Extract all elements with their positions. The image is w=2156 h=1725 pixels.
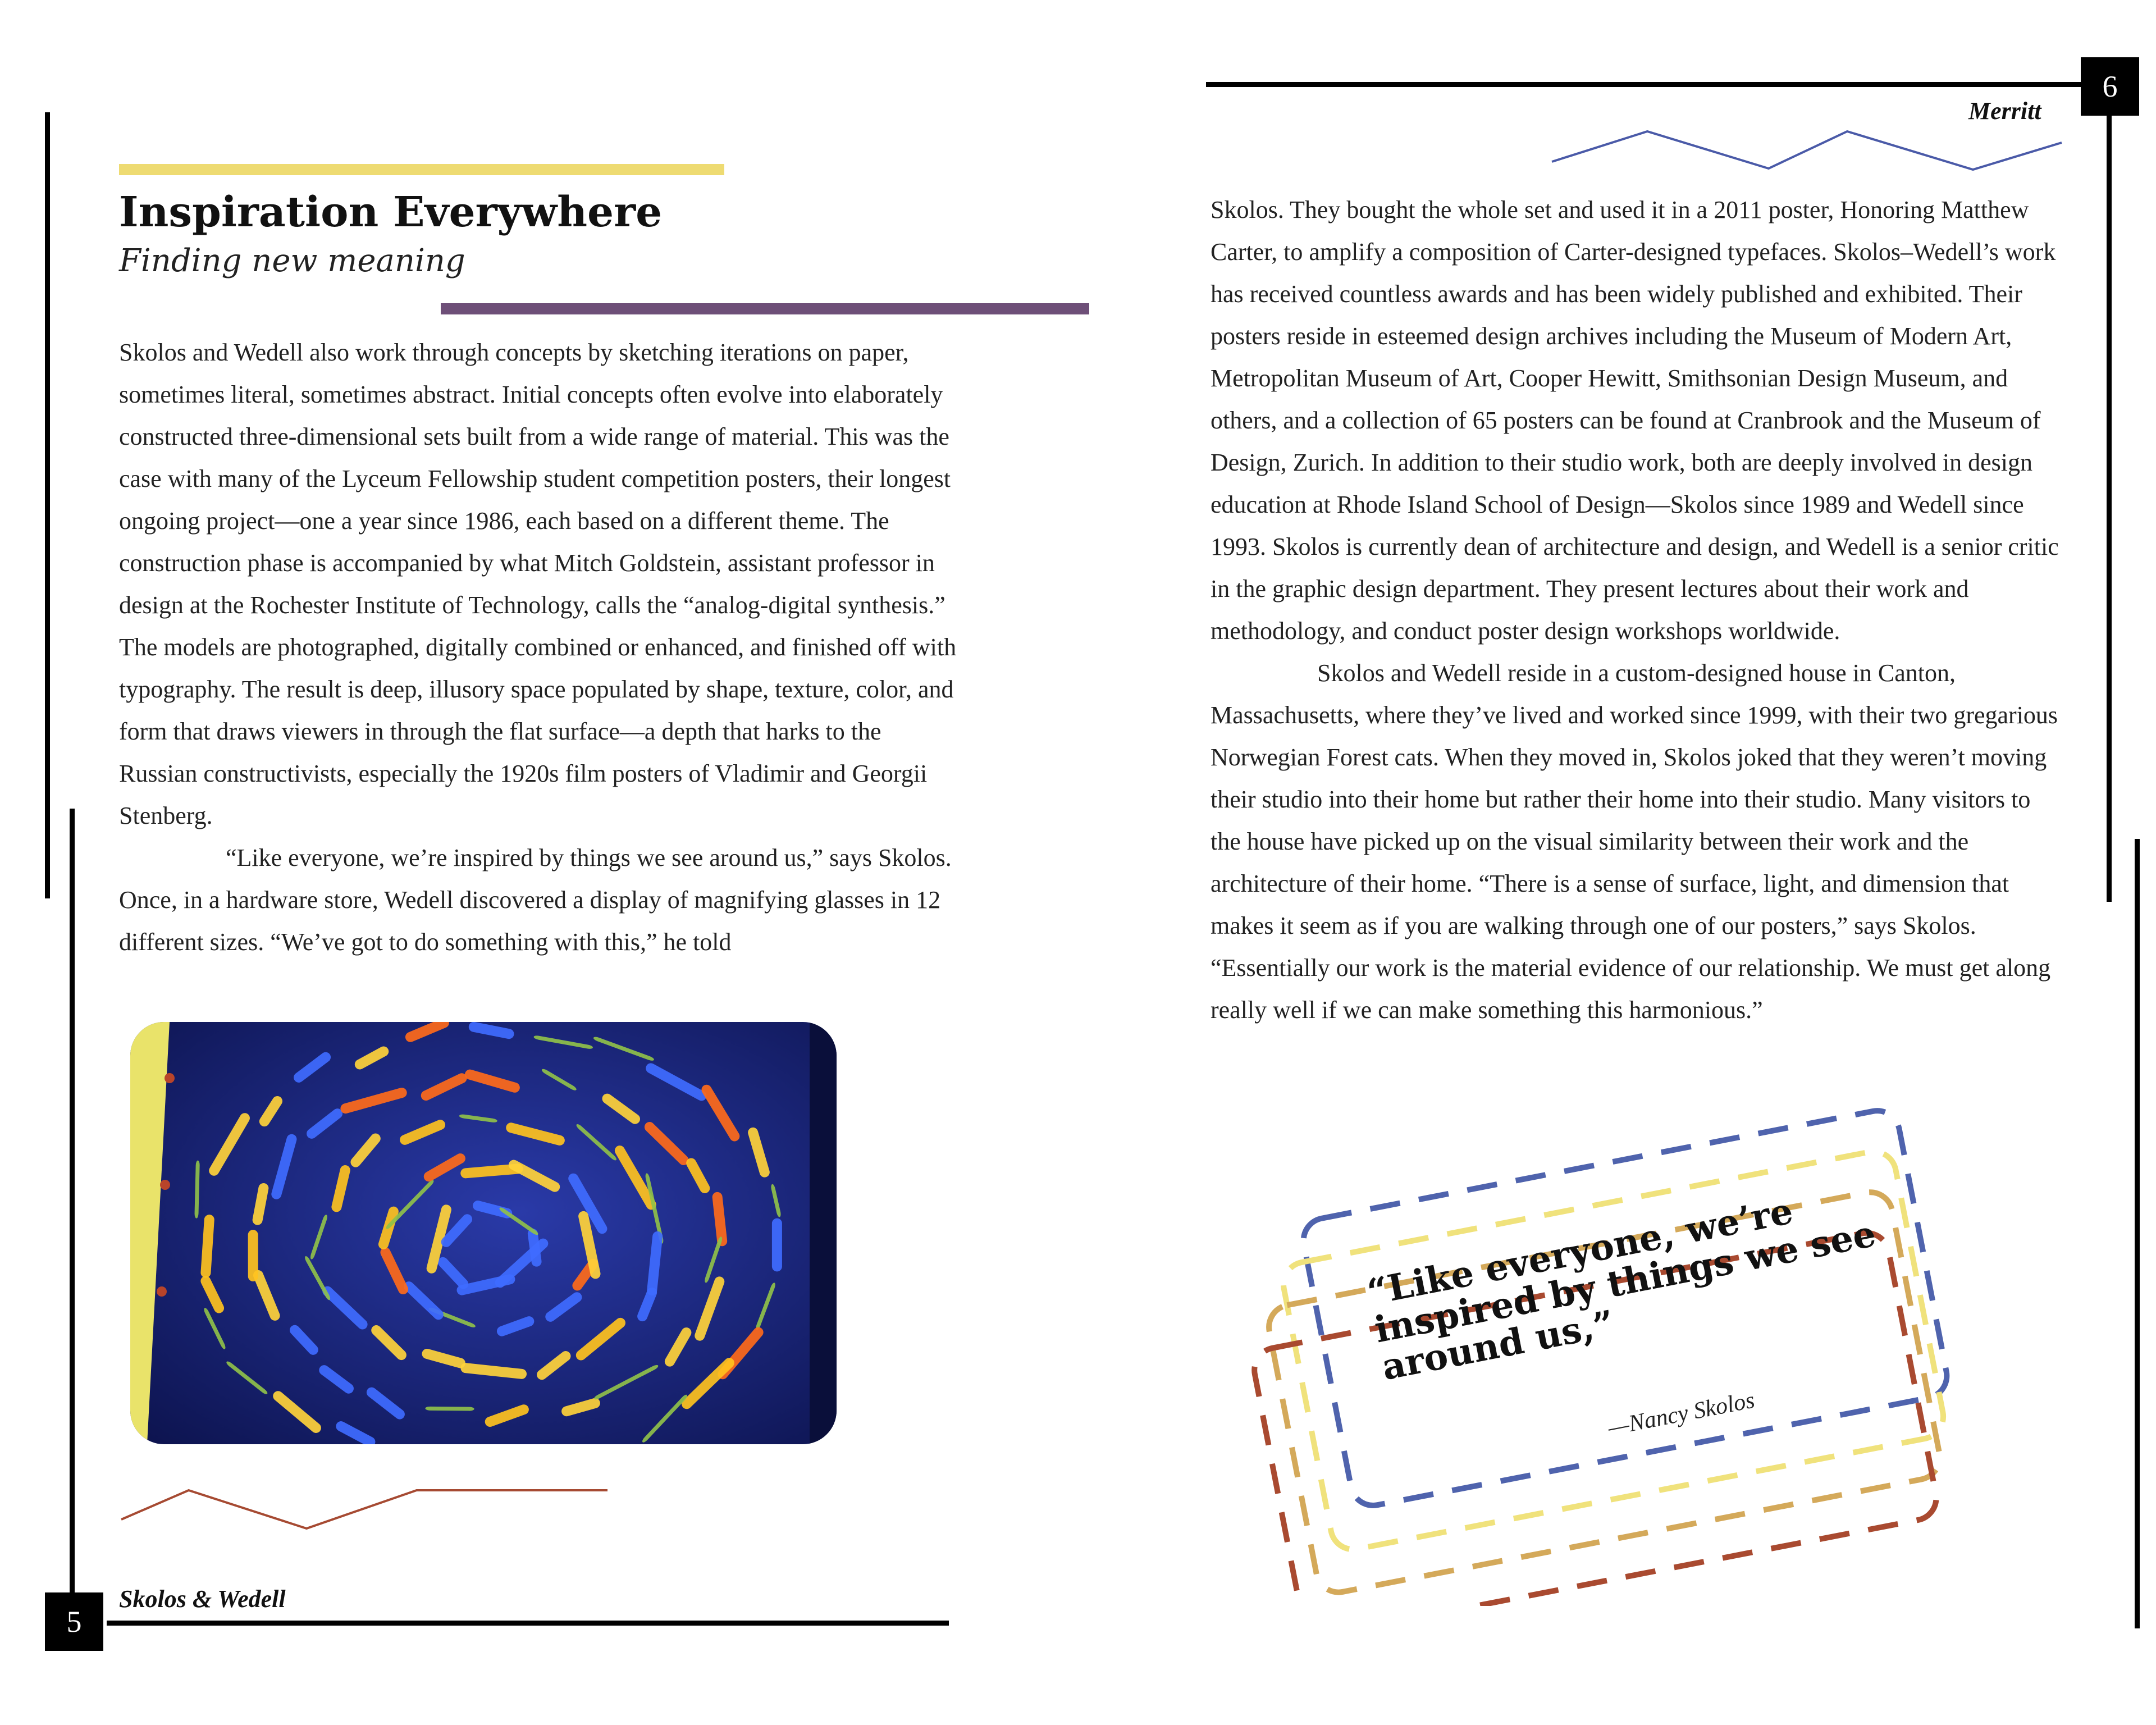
left-inner-vertical-rule (70, 809, 75, 1623)
photo-hanging-peg (160, 1180, 170, 1190)
page-number-6: 6 (2081, 57, 2139, 116)
title-accent-bar-yellow (119, 164, 724, 175)
photo-hanging-peg (165, 1073, 175, 1083)
left-footer-rule (107, 1621, 949, 1626)
page-number-5: 5 (45, 1592, 103, 1651)
left-zigzag-decoration (119, 1482, 613, 1539)
left-paragraph-1: Skolos and Wedell also work through concepts by sketching iterations on paper, sometimes literal, sometimes abstract. Initial concepts often evolve into elaborately constructed three-dimensional sets built from a wide range of material. This was the case with many of the Lyceum Fellowship student competition posters, their longest ongoing project—one a year since 1986, each based on a different theme. The construction phase is accompanied by what Mitch Goldstein, assistant professor in design at the Rochester Institute of Technology, calls the “analog-digital synthesis.” The models are photographed, digitally combined or enhanced, and finished off with typography. The result is deep, illusory space populated by shape, texture, color, and form that draws viewers in through the flat surface—a depth that harks to the Russian constructivists, especially the 1920s film posters of Vladimir and Georgii Stenberg. (119, 339, 957, 829)
photo-hanging-peg (157, 1286, 167, 1297)
photo-light-streak (248, 1230, 258, 1281)
subtitle-accent-bar-purple (441, 303, 1089, 314)
right-body-text (1211, 189, 2064, 1031)
photo-light-streak (425, 1407, 474, 1411)
right-paragraph-1: Skolos. They bought the whole set and used it in a 2011 poster, Honoring Matthew Carter, to amplify a composition of Carter-designed typefaces. Skolos–Wedell’s work has received countless awards and has been widely published and exhibited. Their posters reside in esteemed design archives including the Museum of Modern Art, Metropolitan Museum of Art, Cooper Hewitt, Smithsonian Design Museum, and others, and a collection of 65 posters can be found at Cranbrook and the Museum of Design, Zurich. In addition to their studio work, both are deeply involved in design education at Rhode Island School of Design—Skolos since 1989 and Wedell since 1993. Skolos is currently dean of architecture and design, and Wedell is a senior critic in the graphic design department. They present lectures about their work and methodology, and conduct poster design workshops worldwide. (1211, 196, 2059, 645)
right-running-head: Merritt (1968, 97, 2041, 125)
left-running-head: Skolos & Wedell (119, 1585, 286, 1613)
right-header-rule (1206, 82, 2088, 87)
left-paragraph-2: “Like everyone, we’re inspired by things we see around us,” says Skolos. Once, in a hardware store, Wedell discovered a display of magnifying glasses in 12 different sizes. “We’ve got to do something with this,” he told (119, 844, 952, 956)
right-inner-vertical-rule (2135, 839, 2140, 1628)
right-outer-vertical-rule (2107, 116, 2112, 902)
page-subtitle: Finding new meaning (119, 243, 465, 279)
left-body-text (119, 331, 961, 963)
right-zigzag-decoration (1550, 126, 2066, 176)
right-paragraph-2: Skolos and Wedell reside in a custom-designed house in Canton, Massachusetts, where they’ve lived and worked since 1999, with their two gregarious Norwegian Forest cats. When they moved in, Skolos joked that they weren’t moving their studio into their home but rather their home into their studio. Many visitors to the house have picked up on the visual similarity between their work and the architecture of their home. “There is a sense of surface, light, and dimension that makes it seem as if you are walking through one of our posters,” says Skolos. “Essentially our work is the material evidence of our relationship. We must get along really well if we can make something this harmonious.” (1211, 659, 2058, 1024)
magnifying-glasses-photo (130, 1022, 837, 1444)
pull-quote-text: “Like everyone, we’re inspired by things we see around us,” (1364, 1190, 1880, 1389)
page-title: Inspiration Everywhere (119, 188, 663, 236)
photo-light-streak (772, 1219, 782, 1272)
left-outer-vertical-rule (45, 112, 50, 898)
pull-quote-attribution: —Nancy Skolos (1606, 1387, 1757, 1441)
